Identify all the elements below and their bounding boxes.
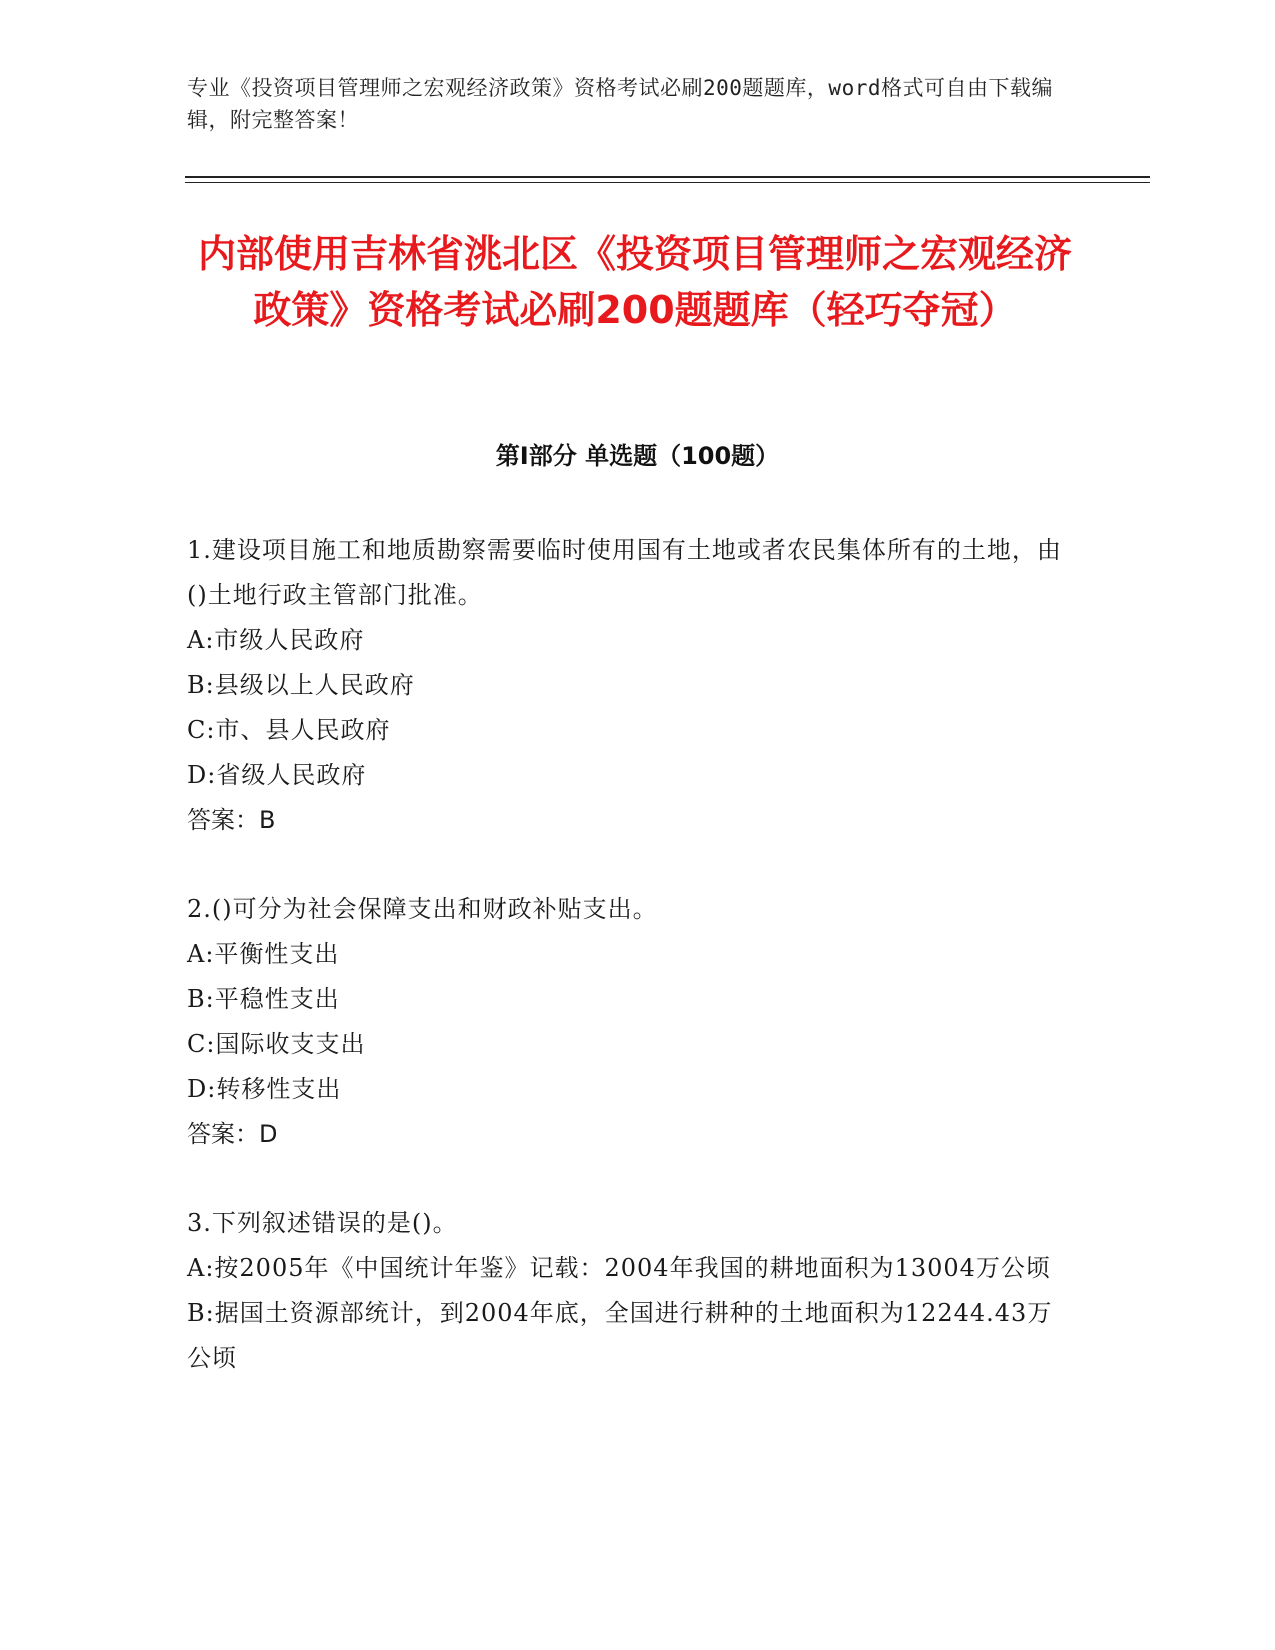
- option-d: D:转移性支出: [187, 1075, 342, 1103]
- option-a: A:平衡性支出: [187, 940, 340, 968]
- header-rule-thin: [185, 182, 1150, 183]
- section-title: 第I部分 单选题（100题）: [495, 442, 780, 470]
- option-a: A:按2005年《中国统计年鉴》记载：2004年我国的耕地面积为13004万公顷: [187, 1254, 1051, 1282]
- question-text: 3.下列叙述错误的是()。: [187, 1209, 458, 1237]
- question-3: [187, 1201, 1067, 1381]
- header-note: 专业《投资项目管理师之宏观经济政策》资格考试必刷200题题库，word格式可自由下载编辑，附完整答案！: [187, 76, 1053, 132]
- option-b: B:县级以上人民政府: [187, 671, 415, 699]
- option-c: C:市、县人民政府: [187, 716, 391, 744]
- option-c: C:国际收支支出: [187, 1030, 366, 1058]
- question-2: [187, 887, 1067, 1157]
- option-b: B:平稳性支出: [187, 985, 340, 1013]
- answer: 答案：B: [187, 806, 276, 834]
- question-text: 1.建设项目施工和地质勘察需要临时使用国有土地或者农民集体所有的土地，由()土地行政主管部门批准。: [187, 536, 1062, 609]
- option-a: A:市级人民政府: [187, 626, 365, 654]
- answer: 答案：D: [187, 1120, 278, 1148]
- option-b: B:据国土资源部统计，到2004年底，全国进行耕种的土地面积为12244.43万公顷: [187, 1299, 1053, 1372]
- question-text: 2.()可分为社会保障支出和财政补贴支出。: [187, 895, 658, 923]
- document-title: 内部使用吉林省洮北区《投资项目管理师之宏观经济政策》资格考试必刷200题题库（轻巧夺冠）: [197, 232, 1072, 332]
- header-rule-thick: [185, 176, 1150, 178]
- question-1: [187, 528, 1067, 843]
- option-d: D:省级人民政府: [187, 761, 367, 789]
- question-list: [187, 528, 1067, 1425]
